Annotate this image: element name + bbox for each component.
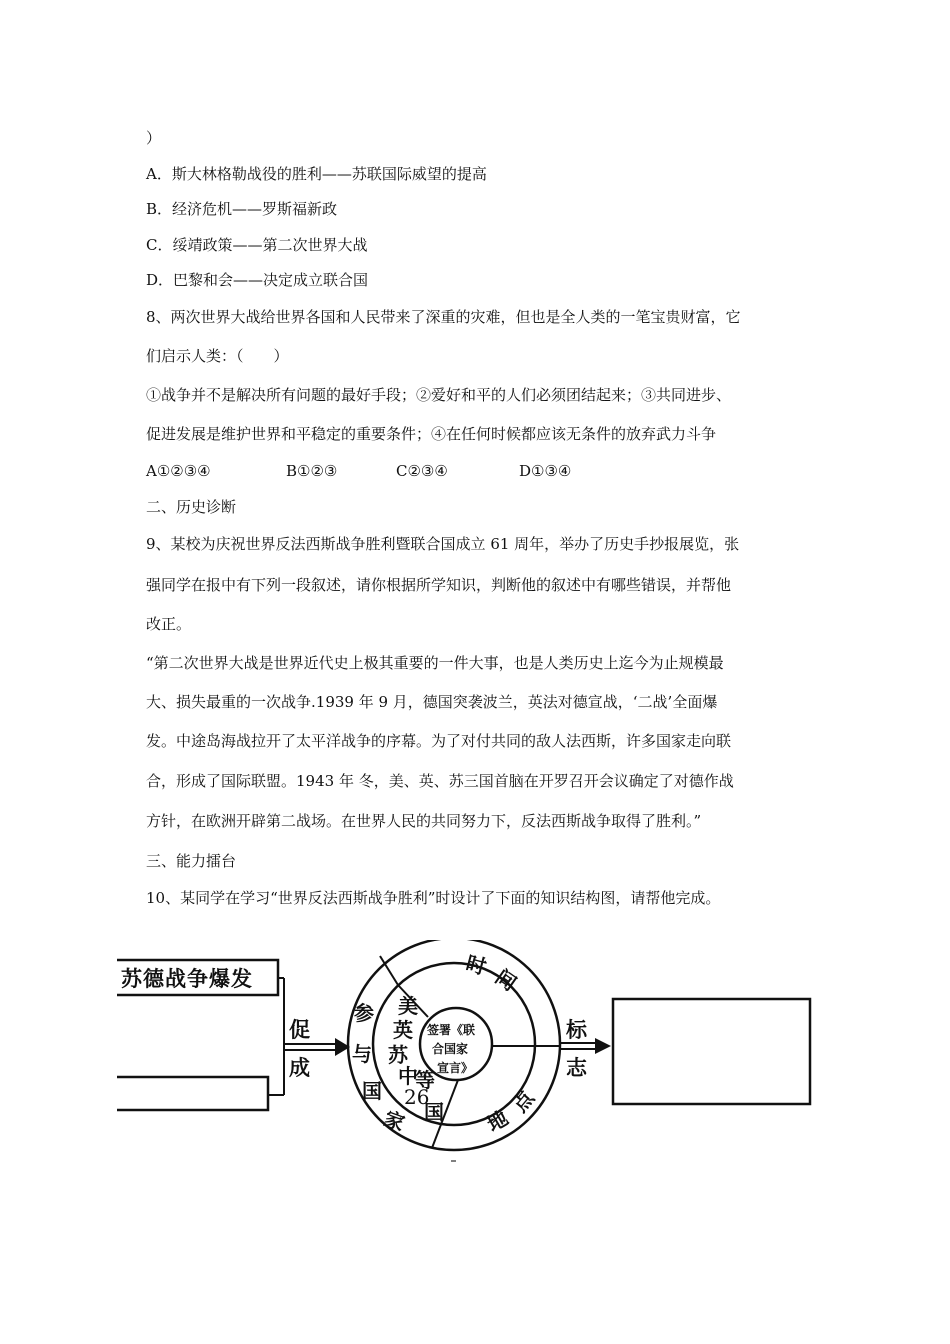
label-biao: 标 bbox=[566, 1017, 587, 1042]
question-8-line: 们启示人类：（ ） bbox=[146, 347, 289, 365]
center-line-2: 合国家 bbox=[432, 1042, 469, 1056]
quote-line: 大、损失最重的一次战争.1939 年 9 月，德国突袭波兰，英法对德宣战，‘二战’全面爆 bbox=[146, 693, 718, 711]
blank-box-left bbox=[117, 1077, 268, 1110]
label-guo2: 国 bbox=[424, 1100, 444, 1124]
quote-line: 方针，在欧洲开辟第二战场。在世界人民的共同努力下，反法西斯战争取得了胜利。” bbox=[146, 812, 702, 830]
quote-line: 发。中途岛海战拉开了太平洋战争的序幕。为了对付共同的敌人法西斯，许多国家走向联 bbox=[146, 732, 732, 750]
label-cheng: 成 bbox=[289, 1055, 310, 1080]
label-soviet-german-war: 苏德战争爆发 bbox=[121, 966, 253, 991]
label-di: 地 bbox=[482, 1105, 513, 1137]
question-8-line: 促进发展是维护世界和平稳定的重要条件；④在任何时候都应该无条件的放弃武力斗争 bbox=[146, 425, 717, 443]
label-can: 参 bbox=[354, 1001, 374, 1025]
knowledge-structure-diagram bbox=[0, 940, 950, 1200]
label-zhi: 志 bbox=[566, 1055, 587, 1080]
q8-option-b: B①②③ bbox=[286, 462, 338, 480]
label-su: 苏 bbox=[388, 1043, 408, 1067]
label-ying: 英 bbox=[393, 1018, 413, 1042]
label-yu: 与 bbox=[352, 1042, 372, 1066]
label-jian: 间 bbox=[490, 964, 522, 996]
center-line-1: 签署《联 bbox=[427, 1023, 476, 1037]
q8-option-a: A①②③④ bbox=[146, 462, 211, 480]
label-deng: 等 bbox=[415, 1068, 435, 1092]
label-dian: 点 bbox=[507, 1085, 539, 1117]
option-b-line: B．经济危机——罗斯福新政 bbox=[146, 200, 338, 218]
question-9-line: 9、某校为庆祝世界反法西斯战争胜利暨联合国成立 61 周年，举办了历史手抄报展览，张 bbox=[146, 535, 740, 553]
label-guo1: 国 bbox=[362, 1079, 382, 1103]
question-9-line: 强同学在报中有下列一段叙述，请你根据所学知识，判断他的叙述中有哪些错误，并帮他 bbox=[146, 576, 732, 594]
question-8-line: 8、两次世界大战给世界各国和人民带来了深重的灾难，但也是全人类的一笔宝贵财富，它 bbox=[146, 308, 741, 326]
quote-line: 合，形成了国际联盟。1943 年 冬，美、英、苏三国首脑在开罗召开会议确定了对德作战 bbox=[146, 772, 734, 790]
label-mei: 美 bbox=[398, 994, 418, 1018]
section-heading: 三、能力擂台 bbox=[146, 852, 237, 870]
label-cu: 促 bbox=[289, 1017, 310, 1042]
option-c-line: C．绥靖政策——第二次世界大战 bbox=[146, 236, 368, 254]
text-line: ） bbox=[146, 129, 162, 147]
label-zhong: 中 bbox=[398, 1064, 418, 1088]
section-heading: 二、历史诊断 bbox=[146, 498, 237, 516]
label-26: 26 bbox=[404, 1085, 430, 1109]
question-9-line: 改正。 bbox=[146, 615, 192, 633]
option-d-line: D．巴黎和会——决定成立联合国 bbox=[146, 271, 369, 289]
question-10-line: 10、某同学在学习“世界反法西斯战争胜利”时设计了下面的知识结构图，请帮他完成。 bbox=[146, 889, 721, 907]
arrow-right-head bbox=[595, 1038, 611, 1054]
blank-box-right bbox=[613, 999, 810, 1104]
label-shi: 时 bbox=[463, 950, 490, 980]
label-jia: 家 bbox=[380, 1106, 408, 1136]
option-a-line: A．斯大林格勒战役的胜利——苏联国际威望的提高 bbox=[146, 165, 487, 183]
q8-option-d: D①③④ bbox=[519, 462, 572, 480]
question-8-line: ①战争并不是解决所有问题的最好手段；②爱好和平的人们必须团结起来；③共同进步、 bbox=[146, 386, 732, 404]
q8-option-c: C②③④ bbox=[396, 462, 448, 480]
center-line-3: 宣言》 bbox=[437, 1061, 474, 1075]
quote-line: “第二次世界大战是世界近代史上极其重要的一件大事，也是人类历史上迄今为止规模最 bbox=[146, 654, 724, 672]
